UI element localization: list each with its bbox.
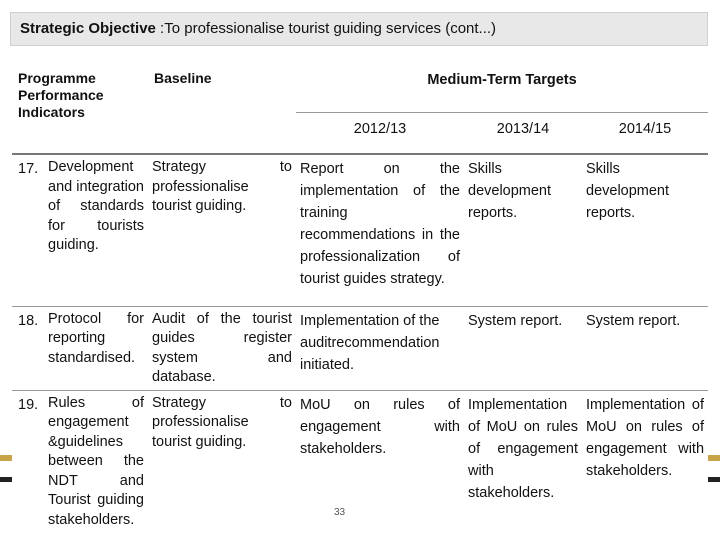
target-2013-cell: Implementation of MoU on rules of engagement with stakeholders. — [464, 390, 582, 550]
header-year-2013: 2013/14 — [496, 121, 550, 137]
header-medium-term-targets: Medium-Term Targets — [296, 62, 708, 113]
target-2013-cell: Skills development reports. — [464, 154, 582, 306]
indicator-text: Protocol for reporting standardised. — [48, 310, 144, 366]
title-label: Strategic Objective — [20, 20, 156, 37]
target-2012-cell: MoU on rules of engagement with stakeholders. — [296, 390, 464, 550]
target-2014-cell: Implementation of MoU on rules of engagement with stakeholders. — [582, 390, 708, 550]
table-row — [12, 390, 708, 550]
header-year-2014: 2014/15 — [618, 121, 672, 137]
baseline-cell: Audit of the tourist guides register system and database. — [148, 306, 296, 390]
header-indicators: Programme Performance Indicators — [18, 70, 104, 120]
target-2014-cell: Skills development reports. — [582, 154, 708, 306]
title-text: :To professionalise tourist guiding services (cont...) — [155, 20, 497, 37]
header-year-2012: 2012/13 — [353, 121, 407, 137]
table-row — [12, 154, 708, 306]
indicator-cell — [12, 390, 148, 550]
indicator-cell — [12, 306, 148, 390]
target-2013-cell: System report. — [464, 306, 582, 390]
page-number: 33 — [334, 507, 346, 518]
header-row — [12, 62, 708, 113]
indicator-text: Development and integration of standards for tourists guiding. — [48, 159, 144, 253]
row-number: 19. — [18, 396, 39, 413]
indicator-cell — [12, 154, 148, 306]
decorative-bar-left — [0, 455, 12, 485]
baseline-cell: Strategy to professionalise tourist guiding. — [148, 390, 296, 550]
target-2012-cell: Implementation of the auditrecommendation initiated. — [296, 306, 464, 390]
row-number: 17. — [18, 161, 39, 177]
targets-table — [12, 62, 708, 550]
target-2012-cell: Report on the implementation of the training recommendations in the professionalization of tourist guides strategy. — [296, 154, 464, 306]
table-row — [12, 306, 708, 390]
decorative-bar-right — [708, 455, 720, 485]
indicator-text: Rules of engagement &guidelines between the NDT and Tourist guiding stakeholders. — [48, 394, 144, 528]
header-baseline: Baseline — [154, 70, 212, 86]
target-2014-cell: System report. — [582, 306, 708, 390]
slide-title-bar — [10, 12, 708, 46]
row-number: 18. — [18, 312, 39, 329]
baseline-cell: Strategy to professionalise tourist guiding. — [148, 154, 296, 306]
